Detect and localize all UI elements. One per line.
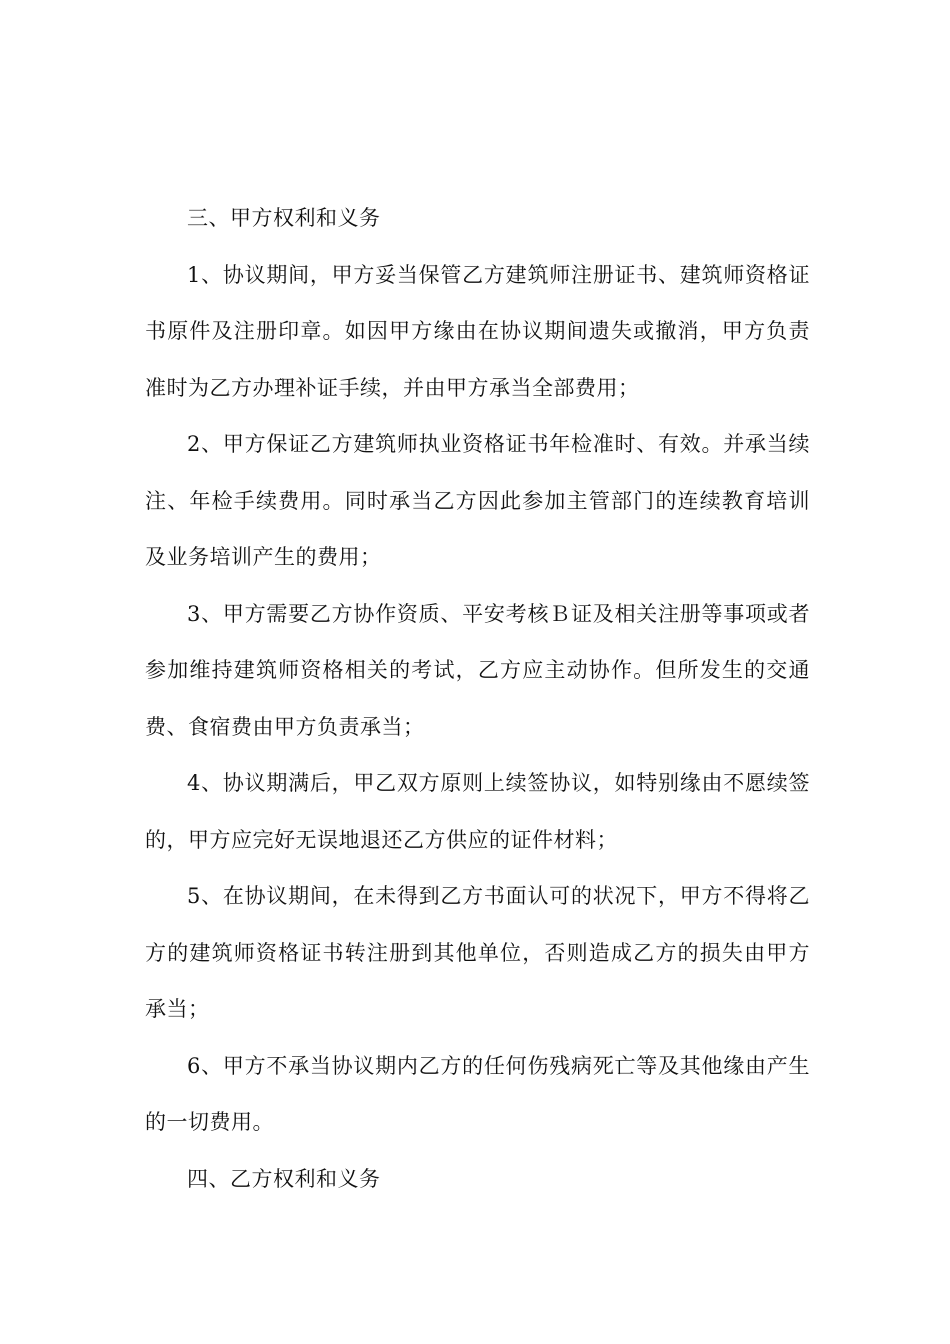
document-body [145, 190, 810, 1207]
clause-a-6: 6、甲方不承当协议期内乙方的任何伤残病死亡等及其他缘由产生的一切费用。 [145, 1053, 810, 1134]
clause-a-4: 4、协议期满后，甲乙双方原则上续签协议，如特别缘由不愿续签的，甲方应完好无误地退还乙方供应的证件材料； [145, 771, 810, 852]
section-heading-party-a: 三、甲方权利和义务 [187, 206, 381, 230]
clause-a-3: 3、甲方需要乙方协作资质、平安考核Ｂ证及相关注册等事项或者参加维持建筑师资格相关的考试，乙方应主动协作。但所发生的交通费、食宿费由甲方负责承当； [145, 601, 810, 739]
clause-a-1: 1、协议期间，甲方妥当保管乙方建筑师注册证书、建筑师资格证书原件及注册印章。如因甲方缘由在协议期间遗失或撤消，甲方负责准时为乙方办理补证手续，并由甲方承当全部费用； [145, 262, 810, 400]
clause-a-5: 5、在协议期间，在未得到乙方书面认可的状况下，甲方不得将乙方的建筑师资格证书转注册到其他单位，否则造成乙方的损失由甲方承当； [145, 884, 810, 1021]
clause-a-2: 2、甲方保证乙方建筑师执业资格证书年检准时、有效。并承当续注、年检手续费用。同时承当乙方因此参加主管部门的连续教育培训及业务培训产生的费用； [145, 432, 810, 569]
section-heading-party-b: 四、乙方权利和义务 [187, 1166, 381, 1191]
